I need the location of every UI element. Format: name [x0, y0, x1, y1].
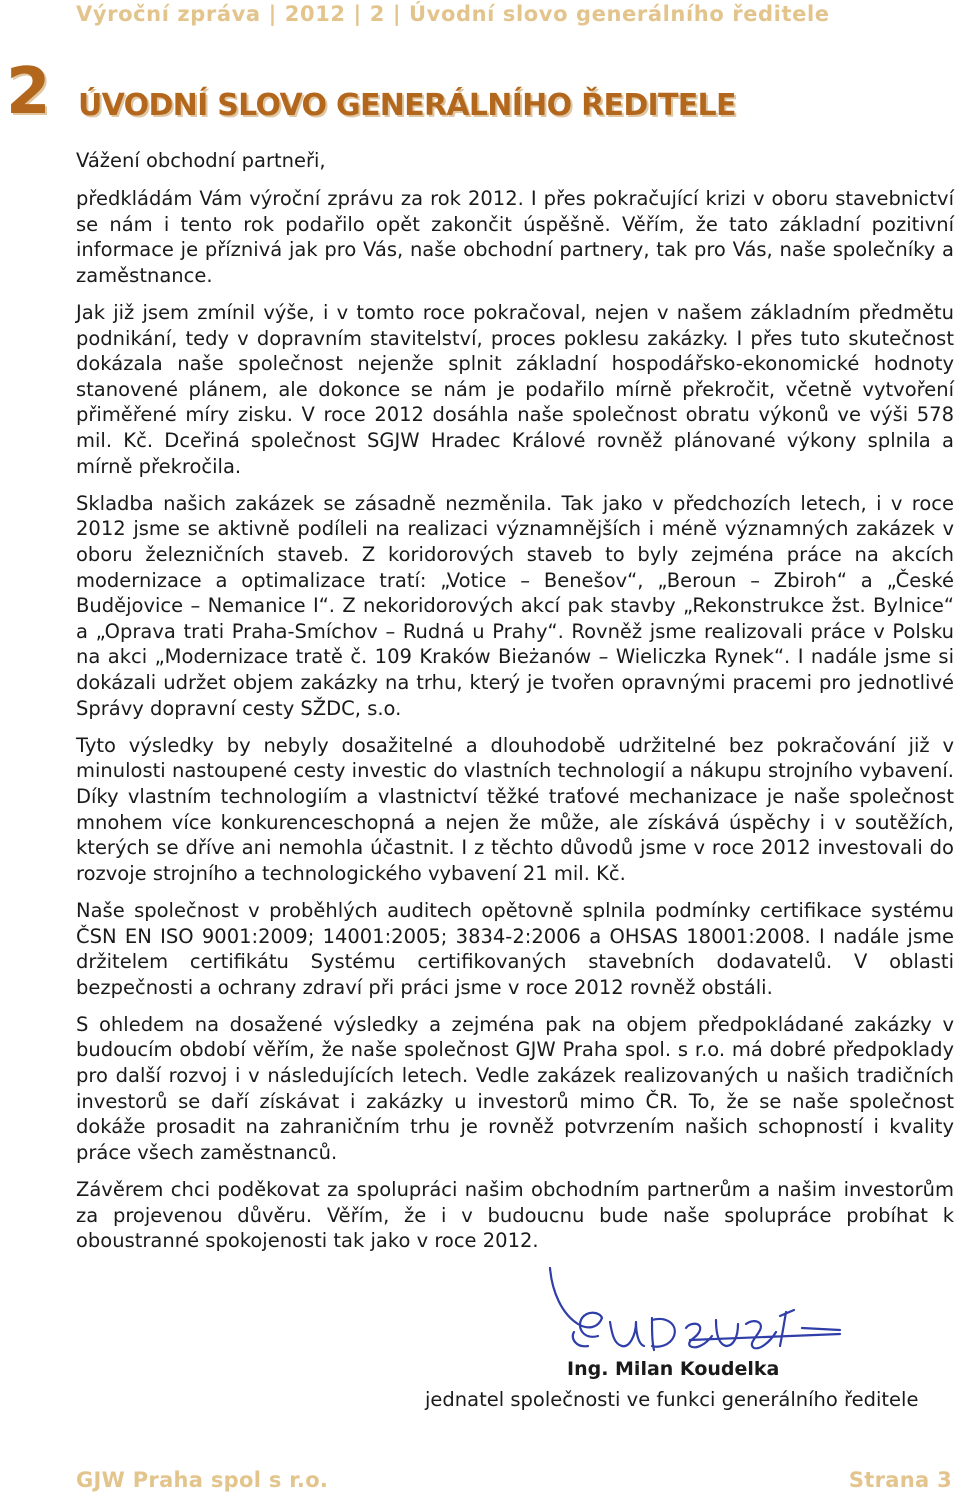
- letter-greeting: Vážení obchodní partneři,: [76, 149, 326, 172]
- letter-paragraph: Závěrem chci poděkovat za spolupráci našim obchodním partnerům a našim investorům za projevenou důvěru. Věřím, že i v budoucnu bude naše spolupráce probíhat k oboustranné spokojenosti tak jako v roce 2012.: [76, 1178, 954, 1253]
- chapter-title: ÚVODNÍ SLOVO GENERÁLNÍHO ŘEDITELE: [78, 88, 736, 123]
- letter-paragraph: Skladba našich zakázek se zásadně nezměnila. Tak jako v předchozích letech, i v roce 2012 jsme se aktivně podíleli na realizaci významnějších i méně významných zakázek v oboru železničních staveb. Z koridorových staveb to byly zejména práce na akcích modernizace a optimalizace tratí: „Votice – Benešov“, „Beroun – Zbiroh“ a „České Budějovice – Nemanice I“. Z nekoridorových akcí pak stavby „Rekonstrukce žst. Bylnice“ a „Oprava trati Praha-Smíchov – Rudná u Prahy“. Rovněž jsme realizovali práce v Polsku na akci „Modernizace tratě č. 109 Kraków Bieżanów – Wieliczka Rynek“. I nadále jsme si dokázali udržet objem zakázky na trhu, který je tvořen opravnými pracemi pro jednotlivé Správy dopravní cesty SŽDC, s.o.: [76, 491, 954, 720]
- handwritten-signature: [540, 1262, 850, 1372]
- signatory-name: Ing. Milan Koudelka: [567, 1358, 780, 1380]
- letter-paragraph: Jak již jsem zmínil výše, i v tomto roce pokračoval, nejen v našem základním předmětu podnikání, tedy v dopravním stavitelství, proces poklesu zakázky. I přes tuto skutečnost dokázala naše společnost nejenže splnit základní hospodářsko-ekonomické hodnoty stanovené plánem, ale dokonce se nám je podařilo mírně překročit, včetně vytvoření přiměřené míry zisku. V roce 2012 dosáhla naše společnost obratu výkonů ve výši 578 mil. Kč. Dceřiná společnost SGJW Hradec Králové rovněž plánované výkony splnila a mírně překročila.: [76, 301, 954, 478]
- letter-body: [76, 148, 954, 1265]
- letter-paragraph: předkládám Vám výroční zprávu za rok 2012. I přes pokračující krizi v oboru stavebnictví se nám i tento rok podařilo opět zakončit úspěšně. Věřím, že tato základní pozitivní informace je příznivá jak pro Vás, naše obchodní partnery, tak pro Vás, naše společníky a zaměstnance.: [76, 187, 954, 287]
- footer-company: GJW Praha spol s r.o.: [76, 1468, 329, 1492]
- signatory-role: jednatel společnosti ve funkci generálního ředitele: [425, 1388, 919, 1411]
- letter-paragraph: Naše společnost v proběhlých auditech opětovně splnila podmínky certifikace systému ČSN EN ISO 9001:2009; 14001:2005; 3834-2:2006 a OHSAS 18001:2008. I nadále jsme držitelem certifikátu Systému certifikovaných stavebních dodavatelů. V oblasti bezpečnosti a ochrany zdraví při práci jsme v roce 2012 rovněž obstáli.: [76, 898, 954, 999]
- letter-paragraph: Tyto výsledky by nebyly dosažitelné a dlouhodobě udržitelné bez pokračování již v minulosti nastoupené cesty investic do vlastních technologií a nákupu strojního vybavení. Díky vlastním technologiím a vlastnictví těžké traťové mechanizace je naše společnost mnohem více konkurenceschopná a nejen že může, ale získává úspěchy i v soutěžích, kterých se dříve ani nemohla účastnit. I z těchto důvodů jsme v roce 2012 investovali do rozvoje strojního a technologického vybavení 21 mil. Kč.: [76, 733, 954, 885]
- footer-page-number: Strana 3: [848, 1468, 952, 1492]
- letter-paragraph: S ohledem na dosažené výsledky a zejména pak na objem předpokládané zakázky v budoucím období věřím, že naše společnost GJW Praha spol. s r.o. má dobré předpoklady pro další rozvoj i v následujících letech. Vedle zakázek realizovaných u našich tradičních investorů se daří získávat i zakázky u investorů mimo ČR. To, že se naše společnost dokáže prosadit na zahraničním trhu je rovněž potvrzením našich schopností i kvality práce všech zaměstnanců.: [76, 1012, 954, 1164]
- chapter-number: 2: [6, 55, 51, 129]
- running-header: Výroční zpráva | 2012 | 2 | Úvodní slovo generálního ředitele: [76, 2, 830, 26]
